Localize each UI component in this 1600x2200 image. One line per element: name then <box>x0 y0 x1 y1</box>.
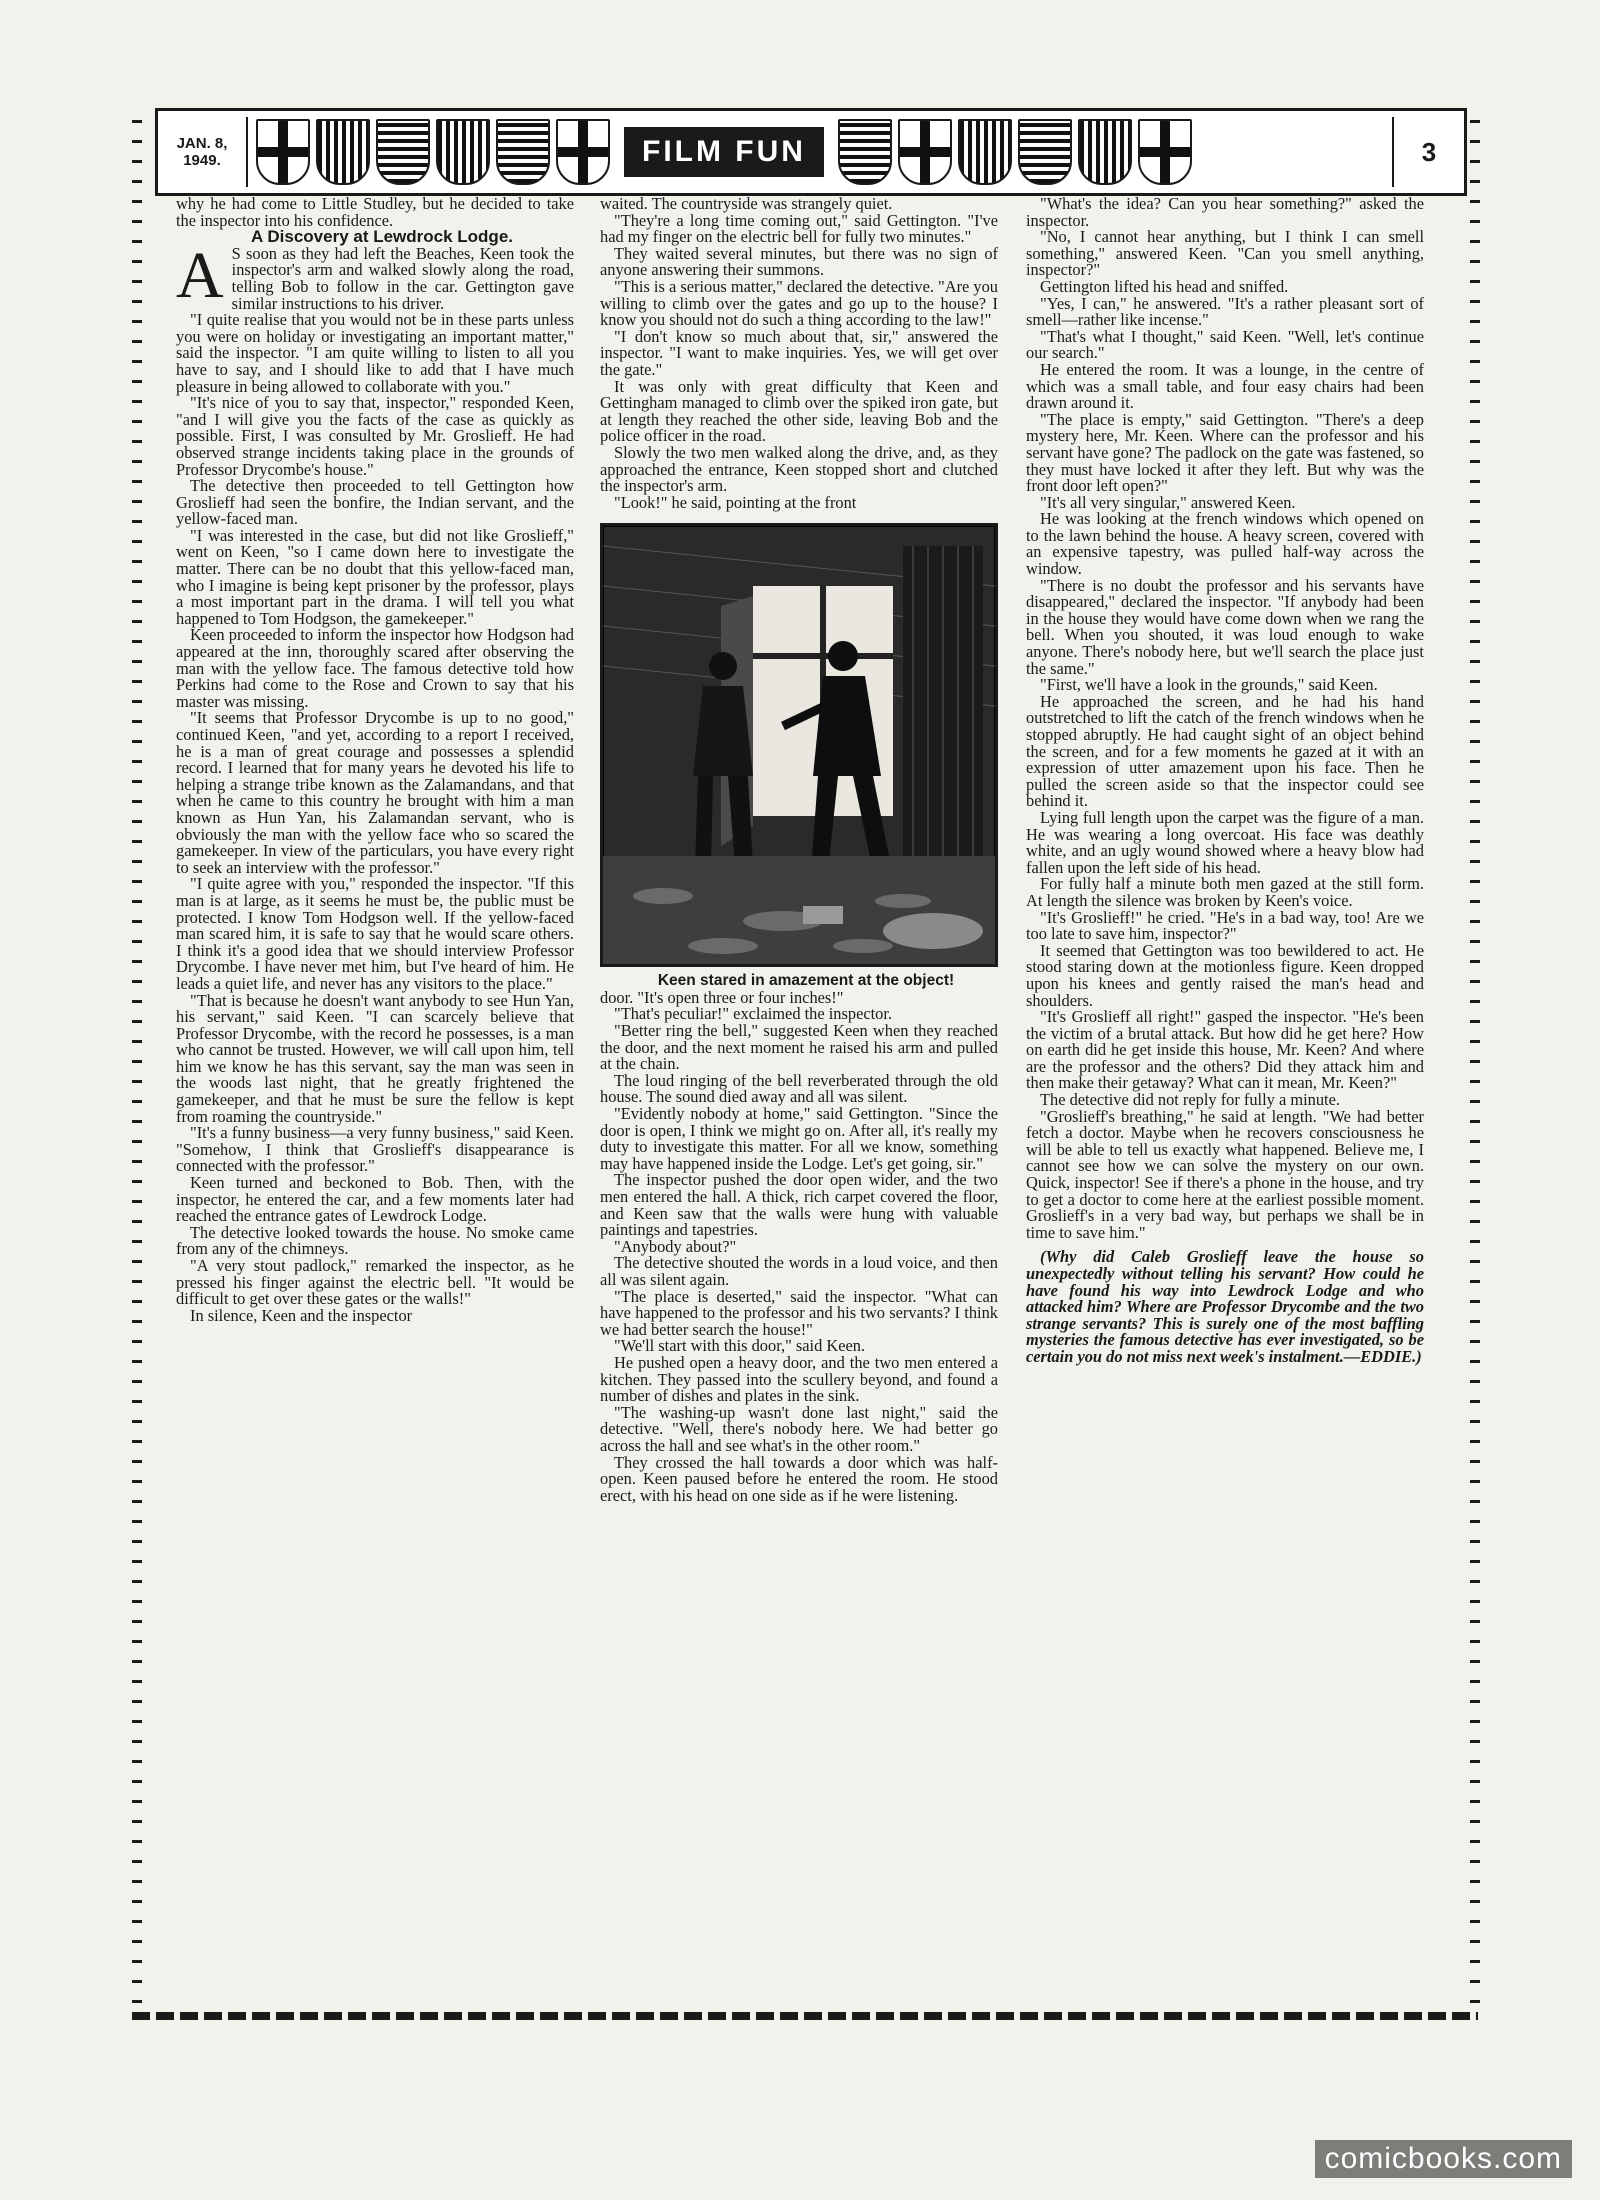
paragraph: The detective shouted the words in a loud voice, and then all was silent again. <box>600 1253 998 1289</box>
paragraph: "Groslieff's breathing," he said at length. "We had better fetch a doctor. Maybe when he recovers consciousness he will be able to tell us exactly what happened. Believe me, I cannot see how we can solve the mystery on our own. Quick, inspector! See if there's a phone in the house, and try to get a doctor to come here at the earliest possible moment. Groslieff's in a very bad way, but perhaps we shall be in time to save him." <box>1026 1106 1424 1242</box>
masthead-title: FILM FUN <box>624 127 824 177</box>
shield-icon <box>1078 119 1132 185</box>
paragraph: Keen proceeded to inform the inspector how Hodgson had appeared at the inn, thoroughly scared after observing the man with the yellow face. The famous detective told how Perkins had come to the Rose and Crown to say that his master was missing. <box>176 625 574 711</box>
paragraph: It seemed that Gettington was too bewildered to act. He stood staring down at the motionless figure. Keen dropped upon his knees and gently raised the man's head and shoulders. <box>1026 940 1424 1010</box>
paragraph: "I quite agree with you," responded the inspector. "If this man is at large, as it seems he must be, the public must be protected. I know Tom Hodgson well. If the yellow-faced man scared him, it is safe to say that he would scare others. I think it's a good idea that we should interview Professor Drycombe. I have never met him, but I've heard of him. He leads a quiet life, and never has any visitors to the place." <box>176 874 574 993</box>
paragraph: "Evidently nobody at home," said Gettington. "Since the door is open, I think we might go on. After all, it's really my duty to investigate this matter. For all we know, something may have happened inside the Lodge. Let's get going, sir." <box>600 1104 998 1173</box>
page-header <box>155 108 1467 196</box>
paragraph: The detective then proceeded to tell Gettington how Groslieff had seen the bonfire, the Indian servant, and the yellow-faced man. <box>176 476 574 529</box>
paragraph: He entered the room. It was a lounge, in the centre of which was a small table, and four easy chairs had been drawn around it. <box>1026 359 1424 413</box>
paragraph: They crossed the hall towards a door which was half-open. Keen paused before he entered the room. He stood erect, with his head on one side as if he were listening. <box>600 1452 998 1505</box>
paragraph: He was looking at the french windows which opened on to the lawn behind the house. A heavy screen, covered with an expensive tapestry, was pulled half-way across the window. <box>1026 509 1424 579</box>
paragraph: "A very stout padlock," remarked the inspector, as he pressed his finger against the electric bell. "It would be difficult to get over these gates or the walls!" <box>176 1256 574 1309</box>
paragraph: "I was interested in the case, but did not like Groslieff," went on Keen, "so I came down here to investigate the matter. There can be no doubt that this yellow-faced man, who I imagine is being kept prisoner by the professor, plays a most important part in the drama. I will tell you what happened to Tom Hodgson, the gamekeeper." <box>176 525 574 628</box>
paragraph: They waited several minutes, but there was no sign of anyone answering their summons. <box>600 243 998 280</box>
paragraph: "It's all very singular," answered Keen. <box>1040 492 1296 512</box>
issue-date-line1: JAN. 8, <box>176 134 228 152</box>
paragraph: The detective looked towards the house. No smoke came from any of the chimneys. <box>176 1222 574 1259</box>
right-border-ornament <box>1470 120 1480 2010</box>
site-watermark: comicbooks.com <box>1315 2140 1572 2178</box>
paragraph: "Anybody about?" <box>614 1236 737 1256</box>
paragraph: "It's nice of you to say that, inspector," responded Keen, "and I will give you the facts of the case as quickly as possible. First, I was consulted by Mr. Groslieff. He had observed strange incidents taking place in the grounds of Professor Drycombe's house." <box>176 393 574 479</box>
column-1 <box>176 196 574 1986</box>
paragraph: "That is because he doesn't want anybody to see Hun Yan, his servant," said Keen. "I can scarcely believe that Professor Drycombe, with the record he possesses, is a man who cannot be trusted. However, we will call upon him, tell him we know he has this servant, say the man was seen in the woods last night, that he greatly frightened the gamekeeper, and that he must be sure the fellow is kept from roaming the countryside." <box>176 990 574 1126</box>
paragraph: "First, we'll have a look in the grounds," said Keen. <box>1040 675 1378 695</box>
paragraph: Gettington lifted his head and sniffed. <box>1040 276 1289 296</box>
paragraph: The loud ringing of the bell reverberated through the old house. The sound died away and all was silent. <box>600 1070 998 1107</box>
illustration-caption: Keen stared in amazement at the object! <box>657 972 955 990</box>
shield-icon <box>436 119 490 185</box>
paragraph: "They're a long time coming out," said Gettington. "I've had my finger on the electric bell for fully two minutes." <box>600 210 998 247</box>
paragraph: "Better ring the bell," suggested Keen when they reached the door, and the next moment he raised his arm and pulled at the chain. <box>600 1021 998 1074</box>
paragraph: He approached the screen, and he had his hand outstretched to lift the catch of the french windows when he stopped abruptly. He had caught sight of an object behind the screen, and for a few moments he gazed at it with an expression of utter amazement upon his face. Then he pulled the screen aside so that the inspector could see behind it. <box>1026 691 1424 811</box>
paragraph: "This is a serious matter," declared the detective. "Are you willing to climb over the gates and go up to the house? I know you should not do such a thing according to the law!" <box>600 276 998 330</box>
paragraph: Keen turned and beckoned to Bob. Then, with the inspector, he entered the car, and a few moments later had reached the entrance gates of Lewdrock Lodge. <box>176 1173 574 1226</box>
paragraph: "The washing-up wasn't done last night," said the detective. "Well, there's nobody here. We had better go across the hall and see what's in the other room." <box>600 1402 998 1455</box>
paragraph: door. "It's open three or four inches!" <box>600 987 844 1007</box>
paragraph: "The place is empty," said Gettington. "There's a deep mystery here, Mr. Keen. Where can the professor and his servant have gone? The padlock on the gate was fastened, so they must have locked it after they left. But why was the front door left open?" <box>1026 409 1424 496</box>
shield-icon <box>1018 119 1072 185</box>
paragraph: "We'll start with this door," said Keen. <box>614 1336 866 1356</box>
shield-icon <box>376 119 430 185</box>
bottom-border-ornament <box>132 2012 1478 2020</box>
paragraph: "I quite realise that you would not be in these parts unless you were on holiday or investigating an important matter," said the inspector. "I am quite willing to listen to all you have to say, and I should like to add that I have much pleasure in being allowed to collaborate with you." <box>176 310 574 396</box>
paragraph: "It seems that Professor Drycombe is up to no good," continued Keen, "and yet, according to a report I received, he is a man of great courage and possesses a splendid record. I learned that for many years he devoted his life to helping a strange tribe known as the Zalamandans, and that when he came to this country he brought with him a man known as Hun Yan, his Zalamandan servant, who is obviously the man with the yellow face who so scared the gamekeeper. In view of the particulars, you have every right to seek an interview with the professor." <box>176 708 574 877</box>
column-3 <box>1026 196 1424 1986</box>
paragraph: "It's a funny business—a very funny business," said Keen. "Somehow, I think that Groslieff's disappearance is connected with the professor." <box>176 1123 574 1176</box>
paragraph: waited. The countryside was strangely quiet. <box>600 196 893 213</box>
shield-icon <box>958 119 1012 185</box>
paragraph: "The place is deserted," said the inspector. "What can have happened to the professor and his two servants? I think we had better search the house!" <box>600 1286 998 1339</box>
shield-icon <box>898 119 952 185</box>
flag-shields-right <box>830 119 1200 185</box>
paragraph: "That's what I thought," said Keen. "Well, let's continue our search." <box>1026 326 1424 363</box>
shield-icon <box>256 119 310 185</box>
shield-icon <box>838 119 892 185</box>
page-number: 3 <box>1392 117 1464 187</box>
paragraph: "What's the idea? Can you hear something?" asked the inspector. <box>1026 196 1424 230</box>
illustration-art <box>603 526 995 964</box>
paragraph: "No, I cannot hear anything, but I think I can smell something," answered Keen. "Can you smell anything, inspector?" <box>1026 227 1424 280</box>
issue-date <box>158 117 248 187</box>
paragraph: For fully half a minute both men gazed at the still form. At length the silence was broken by Keen's voice. <box>1026 874 1424 910</box>
paragraph: "Yes, I can," he answered. "It's a rather pleasant sort of smell—rather like incense." <box>1026 293 1424 330</box>
paragraph-text: S soon as they had left the Beaches, Keen took the inspector's arm and walked slowly along the road, telling Bob to follow in the car. Gettington gave similar instructions to his driver. <box>231 243 574 313</box>
drop-cap: A <box>176 238 224 312</box>
paragraph: "It's Groslieff!" he cried. "He's in a bad way, too! Are we too late to save him, inspector?" <box>1026 907 1424 944</box>
paragraph: why he had come to Little Studley, but he decided to take the inspector into his confidence. <box>176 196 574 230</box>
shield-icon <box>496 119 550 185</box>
flag-shields-left <box>248 119 618 185</box>
paragraph: "I don't know so much about that, sir," answered the inspector. "I want to make inquiries. Yes, we will get over the gate." <box>600 326 998 379</box>
issue-date-line2: 1949. <box>183 152 221 169</box>
section-subheading: A Discovery at Lewdrock Lodge. <box>251 227 513 247</box>
paragraph: In silence, Keen and the inspector <box>190 1305 413 1325</box>
paragraph: The inspector pushed the door open wider, and the two men entered the hall. A thick, rich carpet covered the floor, and Keen saw that the walls were hung with valuable paintings and tapestries. <box>600 1170 998 1240</box>
column-2 <box>600 196 998 1986</box>
paragraph: Slowly the two men walked along the drive, and, as they approached the entrance, Keen stopped short and clutched the inspector's arm. <box>600 442 998 496</box>
next-week-teaser: (Why did Caleb Groslieff leave the house so unexpectedly without telling his servant? How could he have found his way into Lewdrock Lodge and who attacked him? Where are Professor Drycombe and the two strange servants? This is surely one of the most baffling mysteries the famous detective has ever investigated, so be certain you do not miss next week's instalment.—EDDIE.) <box>1026 1247 1424 1366</box>
shield-icon <box>316 119 370 185</box>
paragraph: "Look!" he said, pointing at the front <box>614 492 857 512</box>
paragraph: "That's peculiar!" exclaimed the inspector. <box>614 1004 893 1024</box>
story-columns <box>176 196 1440 1986</box>
paragraph: "It's Groslieff all right!" gasped the inspector. "He's been the victim of a brutal attack. But how did he get here? How on earth did he get inside this house, Mr. Keen? And where are the professor and the others? Did they attack him and then make their getaway? What can it mean, Mr. Keen?" <box>1026 1007 1424 1093</box>
paragraph: "There is no doubt the professor and his servants have disappeared," declared the inspector. "If anybody had been in the house they would have come down when we rang the bell. When you shouted, it was loud enough to wake anyone. There's nobody here, but we'll search the place just the same." <box>1026 575 1424 678</box>
story-illustration <box>600 523 998 967</box>
shield-icon <box>556 119 610 185</box>
paragraph: He pushed open a heavy door, and the two men entered a kitchen. They passed into the scullery beyond, and found a number of dishes and plates in the sink. <box>600 1352 998 1406</box>
left-border-ornament <box>132 120 142 2010</box>
shield-icon <box>1138 119 1192 185</box>
paragraph: The detective did not reply for fully a minute. <box>1040 1090 1340 1110</box>
paragraph: Lying full length upon the carpet was the figure of a man. He was wearing a long overcoat. His face was deathly white, and an ugly wound showed where a heavy blow had fallen upon the left side of his head. <box>1026 807 1424 877</box>
dropcap-paragraph <box>176 238 574 313</box>
paragraph: It was only with great difficulty that Keen and Gettingham managed to climb over the spiked iron gate, but at length they reached the other side, leaving Bob and the police officer in the road. <box>600 376 998 446</box>
